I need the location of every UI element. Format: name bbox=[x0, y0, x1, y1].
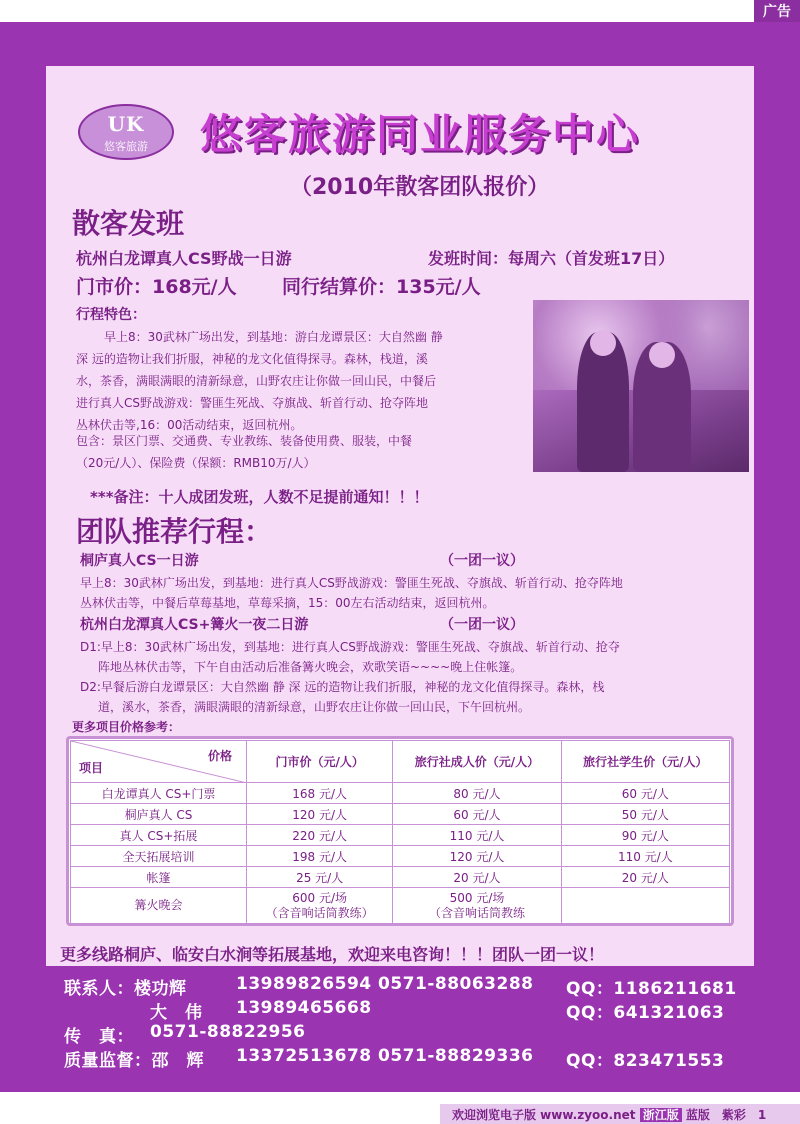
cell-adult: 20 元/人 bbox=[393, 867, 561, 888]
cell-item: 白龙谭真人 CS+门票 bbox=[71, 783, 247, 804]
contact-qq-1: QQ：1186211681 bbox=[566, 979, 737, 999]
feature-line: 早上8：30武林广场出发，到基地：游白龙谭景区：大自然幽 静 bbox=[104, 330, 443, 344]
contact-qq-2: QQ：641321063 bbox=[566, 1003, 725, 1023]
supervisor-mobile: 13372513678 bbox=[236, 1046, 372, 1066]
ad-tag: 广告 bbox=[754, 0, 800, 24]
table-row bbox=[71, 867, 730, 888]
cell-adult: 110 元/人 bbox=[393, 825, 561, 846]
logo-uk-text: UK bbox=[107, 112, 145, 136]
cell-retail bbox=[247, 888, 393, 924]
retail-price: 门市价：168元/人 bbox=[76, 276, 237, 298]
supervisor-label: 质量监督：邵 辉 bbox=[64, 1051, 204, 1071]
tour1-line: 丛林伏击等，中餐后草莓基地，草莓采摘，15：00左右活动结束，返回杭州。 bbox=[80, 596, 495, 610]
tour-photo bbox=[533, 300, 749, 472]
section-title-group: 团队推荐行程： bbox=[76, 515, 273, 548]
tour1-tag: （一团一议） bbox=[440, 553, 524, 569]
cell-adult bbox=[393, 888, 561, 924]
tour2-line: D1:早上8：30武林广场出发，到基地：进行真人CS野战游戏：警匪生死战、夺旗战、斩首行动、抢夺 bbox=[80, 640, 620, 654]
corner-item-label: 项目 bbox=[79, 761, 104, 775]
footer-page-info: 蓝版 紫彩 1 bbox=[685, 1108, 767, 1122]
cell-item: 真人 CS+拓展 bbox=[71, 825, 247, 846]
cell-adult: 80 元/人 bbox=[393, 783, 561, 804]
cell-adult: 120 元/人 bbox=[393, 846, 561, 867]
cell-adult-price: 500 元/场 bbox=[449, 890, 505, 905]
table-row bbox=[71, 846, 730, 867]
table-row bbox=[71, 825, 730, 846]
cell-student bbox=[561, 888, 729, 924]
feature-line: 深 远的造物让我们折服，神秘的龙文化值得探寻。森林，栈道，溪 bbox=[76, 352, 428, 366]
table-row bbox=[71, 804, 730, 825]
page-subtitle: （2010年散客团队报价） bbox=[290, 175, 550, 200]
price-table bbox=[70, 740, 730, 924]
feature-line: 丛林伏击等,16：00活动结束，返回杭州。 bbox=[76, 418, 303, 432]
cell-item: 全天拓展培训 bbox=[71, 846, 247, 867]
includes-line: 包含：景区门票、交通费、专业教练、装备使用费、服装，中餐 bbox=[76, 434, 413, 448]
table-corner-cell bbox=[71, 741, 247, 783]
contact-mobile-2: 13989465668 bbox=[236, 998, 372, 1018]
section-title-individual: 散客发班 bbox=[72, 207, 185, 240]
header-student: 旅行社学生价（元/人） bbox=[561, 741, 729, 783]
tour2-tag: （一团一议） bbox=[440, 617, 524, 633]
tour2-line: 阵地丛林伏击等，下午自由活动后准备篝火晚会，欢歌笑语~~~~晚上住帐篷。 bbox=[98, 660, 523, 674]
supervisor-phone: 0571-88829336 bbox=[378, 1046, 534, 1066]
table-header-row bbox=[71, 741, 730, 783]
tour2-name: 杭州白龙潭真人CS+篝火一夜二日游 bbox=[80, 617, 309, 633]
trade-price: 同行结算价：135元/人 bbox=[282, 276, 481, 298]
footer-website: 欢迎浏览电子版 www.zyoo.net bbox=[452, 1108, 636, 1122]
corner-price-label: 价格 bbox=[207, 749, 232, 763]
page-title: 悠客旅游同业服务中心 bbox=[200, 110, 641, 159]
cell-adult: 60 元/人 bbox=[393, 804, 561, 825]
contact-person-1: 联系人：楼功辉 bbox=[64, 979, 187, 999]
header-adult: 旅行社成人价（元/人） bbox=[393, 741, 561, 783]
cell-student: 20 元/人 bbox=[561, 867, 729, 888]
header-retail: 门市价（元/人） bbox=[247, 741, 393, 783]
more-prices-label: 更多项目价格参考： bbox=[72, 720, 181, 734]
cell-retail-price: 600 元/场 bbox=[292, 890, 348, 905]
logo-name-text: 悠客旅游 bbox=[104, 140, 148, 153]
photo-person-head bbox=[590, 330, 616, 356]
cell-retail-note: （含音响话筒教练） bbox=[265, 905, 374, 920]
tour1-name: 桐庐真人CS一日游 bbox=[80, 553, 199, 569]
footer-edition-tag: 浙江版 bbox=[640, 1108, 682, 1122]
contact-phone-1: 0571-88063288 bbox=[378, 974, 534, 994]
brand-logo bbox=[78, 104, 174, 160]
tour-schedule: 发班时间：每周六（首发班17日） bbox=[428, 249, 675, 268]
cell-student: 90 元/人 bbox=[561, 825, 729, 846]
footer-text bbox=[452, 1106, 766, 1123]
cell-student: 50 元/人 bbox=[561, 804, 729, 825]
cell-retail: 220 元/人 bbox=[247, 825, 393, 846]
fax-label: 传 真： bbox=[64, 1027, 134, 1047]
group-note: ***备注：十人成团发班，人数不足提前通知！！！ bbox=[90, 488, 429, 506]
feature-line: 进行真人CS野战游戏：警匪生死战、夺旗战、斩首行动、抢夺阵地 bbox=[76, 396, 428, 410]
cell-student: 60 元/人 bbox=[561, 783, 729, 804]
contact-mobile-1: 13989826594 bbox=[236, 974, 372, 994]
tour1-line: 早上8：30武林广场出发，到基地：进行真人CS野战游戏：警匪生死战、夺旗战、斩首行动、抢夺阵地 bbox=[80, 576, 623, 590]
includes-line: （20元/人）、保险费（保额：RMB10万/人） bbox=[76, 456, 316, 470]
feature-line: 水，茶香，满眼满眼的清新绿意，山野农庄让你做一回山民，中餐后 bbox=[76, 374, 437, 388]
supervisor-qq: QQ：823471553 bbox=[566, 1051, 725, 1071]
cell-item: 篝火晚会 bbox=[71, 888, 247, 924]
cell-student: 110 元/人 bbox=[561, 846, 729, 867]
cell-retail: 198 元/人 bbox=[247, 846, 393, 867]
cell-adult-note: （含音响话筒教练 bbox=[428, 905, 525, 920]
cell-item: 桐庐真人 CS bbox=[71, 804, 247, 825]
cell-retail: 168 元/人 bbox=[247, 783, 393, 804]
tour2-line: D2:早餐后游白龙谭景区：大自然幽 静 深 远的造物让我们折服，神秘的龙文化值得探寻。森林，栈 bbox=[80, 680, 605, 694]
features-label: 行程特色： bbox=[76, 307, 146, 323]
table-row bbox=[71, 888, 730, 924]
bottom-slogan: 更多线路桐庐、临安白水涧等拓展基地，欢迎来电咨询！！！团队一团一议！ bbox=[60, 945, 605, 964]
tour2-line: 道，溪水，茶香，满眼满眼的清新绿意，山野农庄让你做一回山民，下午回杭州。 bbox=[98, 700, 531, 714]
cell-item: 帐篷 bbox=[71, 867, 247, 888]
cell-retail: 25 元/人 bbox=[247, 867, 393, 888]
cell-retail: 120 元/人 bbox=[247, 804, 393, 825]
tour-name: 杭州白龙谭真人CS野战一日游 bbox=[76, 249, 292, 268]
fax-number: 0571-88822956 bbox=[150, 1022, 306, 1042]
contact-person-2: 大 伟 bbox=[150, 1003, 203, 1023]
photo-person-head bbox=[649, 342, 675, 368]
top-strip bbox=[0, 0, 800, 22]
table-row bbox=[71, 783, 730, 804]
